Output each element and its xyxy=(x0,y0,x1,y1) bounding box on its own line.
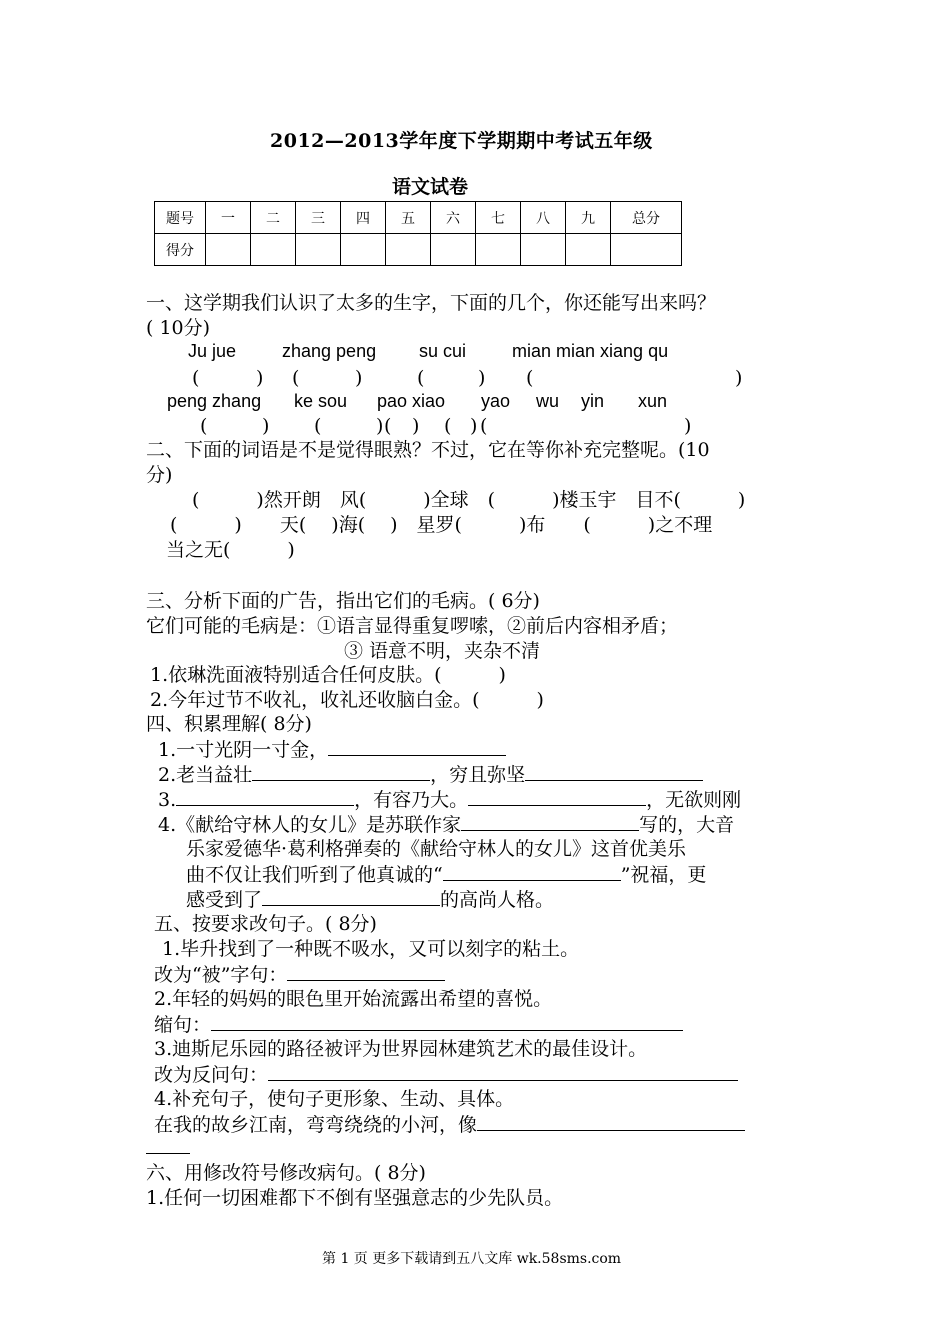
q3-heading: 三、分析下面的广告，指出它们的毛病。( 6分) xyxy=(146,590,540,612)
score-input-cell[interactable] xyxy=(341,234,386,266)
score-input-cell[interactable] xyxy=(431,234,476,266)
page-title: 2012—2013学年度下学期期中考试五年级 xyxy=(270,130,653,152)
paren-open: ( xyxy=(444,415,452,437)
q5-prompt xyxy=(154,1112,745,1137)
paren-close: ) xyxy=(735,367,743,389)
score-input-cell[interactable] xyxy=(206,234,251,266)
answer-blank[interactable] xyxy=(268,1062,738,1081)
paren-close: ) xyxy=(355,367,363,389)
q4-item-cont xyxy=(186,887,554,912)
q5-sentence: 4.补充句子，使句子更形象、生动、具体。 xyxy=(154,1088,515,1110)
q5-sentence: 1.毕升找到了一种既不吸水，又可以刻字的粘土。 xyxy=(162,938,580,960)
answer-blank[interactable] xyxy=(443,862,621,881)
q4-item-text: ，无欲则刚 xyxy=(646,789,742,811)
table-cell: 六 xyxy=(431,202,476,234)
q5-prompt-text: 缩句： xyxy=(154,1014,212,1036)
q5-sentence: 3.迪斯尼乐园的路径被评为世界园林建筑艺术的最佳设计。 xyxy=(154,1038,648,1060)
q6-sentence: 1.任何一切困难都下不倒有坚强意志的少先队员。 xyxy=(146,1187,564,1209)
q5-prompt xyxy=(154,962,445,987)
table-cell: 得分 xyxy=(155,234,206,266)
q4-item xyxy=(158,787,741,812)
page-footer: 第 1 页 更多下载请到五八文库 wk.58sms.com xyxy=(322,1251,622,1267)
score-input-cell[interactable] xyxy=(386,234,431,266)
paren-close: ) xyxy=(684,415,692,437)
paren-close: ) xyxy=(262,415,270,437)
q4-item-text: ”祝福，更 xyxy=(620,864,707,886)
q4-item-text: ，有容乃大。 xyxy=(354,789,469,811)
pinyin-item: mian mian xiang qu xyxy=(512,341,669,361)
pinyin-item: pao xiao xyxy=(377,391,446,411)
paren-open: ( xyxy=(384,415,392,437)
answer-blank[interactable] xyxy=(287,962,445,981)
paren-open: ( xyxy=(480,415,488,437)
q4-heading: 四、积累理解( 8分) xyxy=(146,713,312,735)
q4-item-text: 感受到了 xyxy=(186,889,263,911)
q6-heading: 六、用修改符号修改病句。( 8分) xyxy=(146,1162,426,1184)
q3-text: 它们可能的毛病是：①语言显得重复啰嗦，②前后内容相矛盾； xyxy=(146,615,679,637)
answer-blank[interactable] xyxy=(525,762,703,781)
q2-line: 当之无( ) xyxy=(166,539,295,561)
table-cell: 五 xyxy=(386,202,431,234)
score-input-cell[interactable] xyxy=(566,234,611,266)
paren-close: ) xyxy=(376,415,384,437)
answer-blank[interactable] xyxy=(461,812,639,831)
answer-blank[interactable] xyxy=(328,737,506,756)
score-table-header-row xyxy=(155,202,682,234)
page-subtitle: 语文试卷 xyxy=(392,176,469,198)
q5-prompt xyxy=(154,1062,738,1087)
q5-prompt xyxy=(154,1012,683,1037)
paren-open: ( xyxy=(192,367,200,389)
table-cell: 八 xyxy=(521,202,566,234)
q2-heading: 二、下面的词语是不是觉得眼熟？不过，它在等你补充完整呢。(10 xyxy=(146,439,710,461)
pinyin-item: wu xyxy=(536,391,560,411)
q4-item-cont xyxy=(186,862,706,887)
table-cell: 七 xyxy=(476,202,521,234)
q4-item-text: 3. xyxy=(158,789,177,811)
q3-item: 2.今年过节不收礼，收礼还收脑白金。( ) xyxy=(150,689,544,711)
table-cell: 九 xyxy=(566,202,611,234)
pinyin-item: yin xyxy=(581,391,605,411)
q3-text: ③ 语意不明，夹杂不清 xyxy=(344,640,541,662)
q4-item-text: 4.《献给守林人的女儿》是苏联作家 xyxy=(158,814,462,836)
q4-item-text: 2.老当益壮 xyxy=(158,764,253,786)
q4-item-text: 的高尚人格。 xyxy=(440,889,555,911)
pinyin-item: zhang peng xyxy=(282,341,377,361)
table-cell: 一 xyxy=(206,202,251,234)
q4-item xyxy=(158,762,703,787)
paren-open: ( xyxy=(526,367,534,389)
table-cell: 题号 xyxy=(155,202,206,234)
q4-item xyxy=(158,737,506,762)
q5-sentence: 2.年轻的妈妈的眼色里开始流露出希望的喜悦。 xyxy=(154,988,553,1010)
table-cell: 四 xyxy=(341,202,386,234)
q5-prompt-text: 在我的故乡江南，弯弯绕绕的小河，像 xyxy=(154,1114,478,1136)
pinyin-item: su cui xyxy=(419,341,467,361)
q4-item-text: 写的，大音 xyxy=(639,814,735,836)
q4-item-text: 1.一寸光阴一寸金， xyxy=(158,739,329,761)
answer-blank[interactable] xyxy=(477,1112,745,1131)
q5-heading: 五、按要求改句子。( 8分) xyxy=(154,913,377,935)
table-cell: 二 xyxy=(251,202,296,234)
paren-open: ( xyxy=(200,415,208,437)
q4-item-cont: 乐家爱德华·葛利格弹奏的《献给守林人的女儿》这首优美乐 xyxy=(186,838,687,860)
table-cell: 总分 xyxy=(611,202,682,234)
q1-points: ( 10分) xyxy=(146,317,211,339)
answer-blank[interactable] xyxy=(176,787,354,806)
score-table xyxy=(154,201,682,266)
pinyin-item: xun xyxy=(638,391,668,411)
score-input-cell[interactable] xyxy=(296,234,341,266)
answer-blank[interactable] xyxy=(146,1135,190,1154)
paren-close: ) xyxy=(412,415,420,437)
table-cell: 三 xyxy=(296,202,341,234)
q4-item-text: 曲不仅让我们听到了他真诚的“ xyxy=(186,864,443,886)
q5-prompt-text: 改为“被”字句： xyxy=(154,964,288,986)
paren-open: ( xyxy=(417,367,425,389)
paren-close: ) xyxy=(256,367,264,389)
q2-line: ( )然开朗 风( )全球 ( )楼玉宇 目不( ) xyxy=(192,489,746,511)
q2-heading-cont: 分) xyxy=(146,464,173,486)
q3-item: 1.依琳洗面液特别适合任何皮肤。( ) xyxy=(150,664,506,686)
paren-close: ) xyxy=(470,415,478,437)
answer-blank[interactable] xyxy=(262,887,440,906)
score-table-score-row xyxy=(155,234,682,266)
answer-blank[interactable] xyxy=(211,1012,683,1031)
q5-prompt-text: 改为反问句： xyxy=(154,1064,269,1086)
pinyin-item: yao xyxy=(481,391,511,411)
score-input-cell[interactable] xyxy=(476,234,521,266)
paren-close: ) xyxy=(478,367,486,389)
paren-open: ( xyxy=(314,415,322,437)
score-input-cell[interactable] xyxy=(611,234,682,266)
pinyin-item: ke sou xyxy=(294,391,348,411)
score-input-cell[interactable] xyxy=(251,234,296,266)
pinyin-item: Ju jue xyxy=(188,341,237,361)
answer-blank[interactable] xyxy=(252,762,430,781)
score-input-cell[interactable] xyxy=(521,234,566,266)
paren-open: ( xyxy=(292,367,300,389)
q4-item-text: ，穷且弥坚 xyxy=(430,764,526,786)
q2-line: ( ) 天( )海( ) 星罗( )布 ( )之不理 xyxy=(170,514,713,536)
q1-heading: 一、这学期我们认识了太多的生字，下面的几个，你还能写出来吗？ xyxy=(146,292,717,314)
pinyin-item: peng zhang xyxy=(167,391,262,411)
q4-item xyxy=(158,812,734,837)
answer-blank[interactable] xyxy=(468,787,646,806)
